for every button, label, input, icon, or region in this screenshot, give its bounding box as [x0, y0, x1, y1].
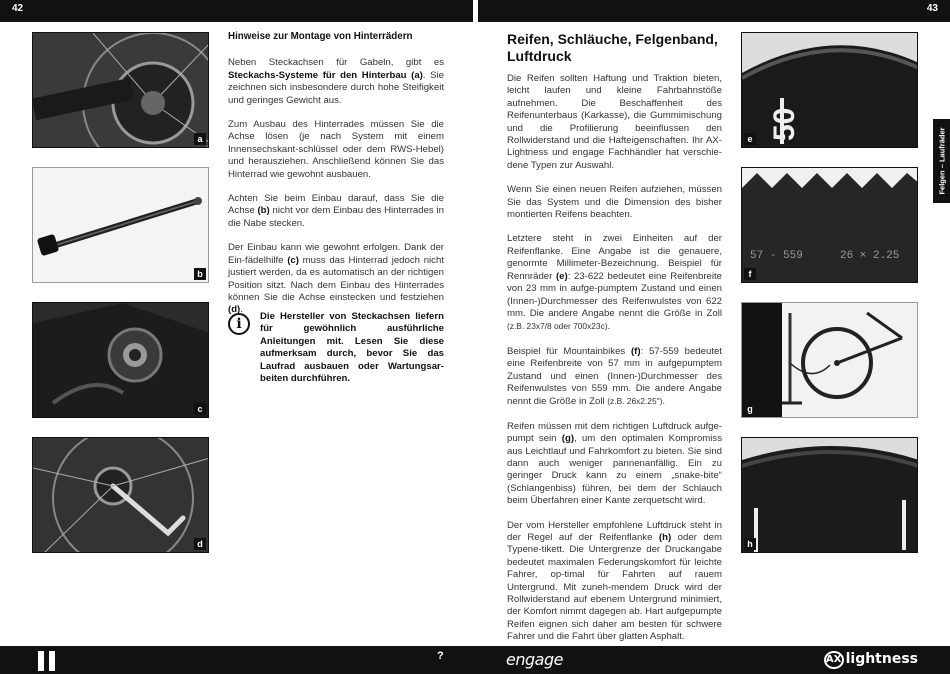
paragraph-r1: Die Reifen sollten Haftung und Traktion bieten, leicht laufen und kleine Fahrbahnstöße aufnehmen. Die Beschaffenheit des Reifenunterbaus (Karkasse), die Gummimischung und die Profilierung beeinflussen den Rollwiderstand und die Hafteigenschaften. Ihr AX-Lightness und engage Fachhändler hat verschie-dene Typen zur Auswahl. [507, 73, 722, 171]
photo-label-f: f [744, 268, 756, 280]
photo-label-d: d [194, 538, 206, 550]
tire-sidewall-text: 50 [768, 107, 801, 141]
photo-a-rear-axle [32, 32, 209, 148]
info-icon: i [228, 313, 250, 335]
photo-label-c: c [194, 403, 206, 415]
page-title: Reifen, Schläuche, Felgenband, Luftdruck [507, 31, 718, 64]
paragraph-r4: Beispiel für Mountainbikes (f): 57-559 bedeutet eine Reifenbreite von 57 mm in aufgepumptem Zustand und einen (Innen-)Durchmesser des Reifenwulstes von 559 mm. Die andere Angabe nennt die Größe in Zoll (z.B. 26x2.25"). [507, 345, 723, 408]
photo-e-art [742, 33, 918, 148]
top-bar-left [0, 0, 473, 22]
chapter-side-tab-label: Felgen – Laufräder [937, 127, 946, 195]
photo-label-b: b [194, 268, 206, 280]
photo-c-art [33, 303, 209, 418]
page-number-right: 43 [926, 3, 938, 14]
footer-mark: ? [437, 650, 444, 662]
footer-bars-icon [38, 651, 60, 674]
paragraph-4: Der Einbau kann wie gewohnt erfolgen. Dank der Ein-fädelhilfe (c) muss das Hinterrad jedoch nicht justiert werden, da es automatisch an der richtigen Position sitzt. Nach dem Einbau des Hinterrades können Sie die Achse einstecken und festziehen (d). [228, 242, 444, 316]
photo-h-tire-sidewall [741, 437, 918, 553]
right-text-column [507, 73, 722, 656]
left-text-column [228, 31, 444, 329]
footer-bar [0, 646, 950, 674]
section-heading: Hinweise zur Montage von Hinterrädern [228, 31, 413, 42]
tire-size-inch: 26 × 2.25 [840, 250, 900, 262]
paragraph-2: Zum Ausbau des Hinterrades müssen Sie die Achse lösen (je nach System mit einem Innensechskant-schlüssel oder dem RWS-Hebel) und herausziehen. Anschließend können Sie das Hinterrad wie gewohnt ausbauen. [228, 119, 444, 180]
photo-d-tighten-axle [32, 437, 209, 553]
photo-label-a: a [194, 133, 206, 145]
photo-h-art [742, 438, 918, 553]
photo-b-art [33, 168, 209, 283]
ax-lightness-logo: AX lightness [824, 651, 918, 669]
chapter-side-tab [933, 119, 950, 203]
photo-f-art [742, 168, 918, 283]
paragraph-r5: Reifen müssen mit dem richtigen Luftdruck aufge-pumpt sein (g), um den optimalen Kompromiss aus Leichtlauf und Fahrkomfort zu bieten. Sie sind dann auch weniger pannenanfällig. Ein zu geringer Druck kann zu einem „snake-bite“ (Schlangenbiss) führen, bei dem der Schlauch beim Überfahren einer Kante zerquetscht wird. [507, 420, 722, 507]
photo-e-road-tire [741, 32, 918, 148]
photo-g-pumping [741, 302, 918, 418]
top-bar-right [478, 0, 950, 22]
paragraph-r3: Letztere steht in zwei Einheiten auf der Reifenflanke. Eine Angabe ist die genauere, genormte Millimeter-Bezeichnung. Beispiel für Rennräder (e): 23-622 bedeutet eine Reifenbreite von 23 mm in aufge-pumptem Zustand und einen (Innen-)Durchmesser des Reifenwulstes von 622 mm. Die andere Angabe nennt die Größe in Zoll (z.B. 23x7/8 oder 700x23c). [507, 233, 722, 333]
ax-logo-icon: AX [824, 651, 844, 669]
paragraph-1: Neben Steckachsen für Gabeln, gibt es Steckachs-Systeme für den Hinterbau (a). Sie zeichnen sich insbesondere durch hohe Steifigkeit und geringes Gewicht aus. [228, 57, 444, 106]
tire-size-etrto: 57 - 559 [750, 250, 803, 262]
engage-logo: engage [506, 650, 563, 669]
photo-a-art [33, 33, 209, 148]
photo-b-axle [32, 167, 209, 283]
info-note [228, 311, 444, 385]
photo-label-h: h [744, 538, 756, 550]
info-note-text: Die Hersteller von Steckachsen liefern für gewöhnlich ausführliche Anleitungen mit. Lesen Sie diese aufmerksam durch, bevor Sie das Laufrad ausbauen oder Wartungsar-beiten durchführen. [260, 311, 444, 385]
page-number-left: 42 [12, 3, 24, 14]
photo-c-threading-aid [32, 302, 209, 418]
photo-g-art [742, 303, 918, 418]
photo-label-e: e [744, 133, 756, 145]
photo-label-g: g [744, 403, 756, 415]
paragraph-r6: Der vom Hersteller empfohlene Luftdruck steht in der Regel auf der Reifenflanke (h) oder dem Typene-tikett. Die Untergrenze der Druckangabe bedeutet maximalen Federungskomfort für leichte Fahrer, op-timal für Fahrten auf rauem Untergrund. Mit zuneh-mendem Druck wird der Rollwiderstand auf ebenem Untergrund minimiert, der Komfort nimmt dagegen ab. Hart aufgepumpte Reifen eignen sich daher am besten für schwere Fahrer und die Fahrt über glatten Asphalt. [507, 519, 722, 643]
paragraph-3: Achten Sie beim Einbau darauf, dass Sie die Achse (b) nicht vor dem Einbau des Hinterrades in die Nabe stecken. [228, 193, 444, 229]
paragraph-r2: Wenn Sie einen neuen Reifen aufziehen, müssen Sie das System und die Dimension des bisher montierten Reifens beachten. [507, 184, 722, 221]
photo-d-art [33, 438, 209, 553]
photo-f-mtb-tire [741, 167, 918, 283]
